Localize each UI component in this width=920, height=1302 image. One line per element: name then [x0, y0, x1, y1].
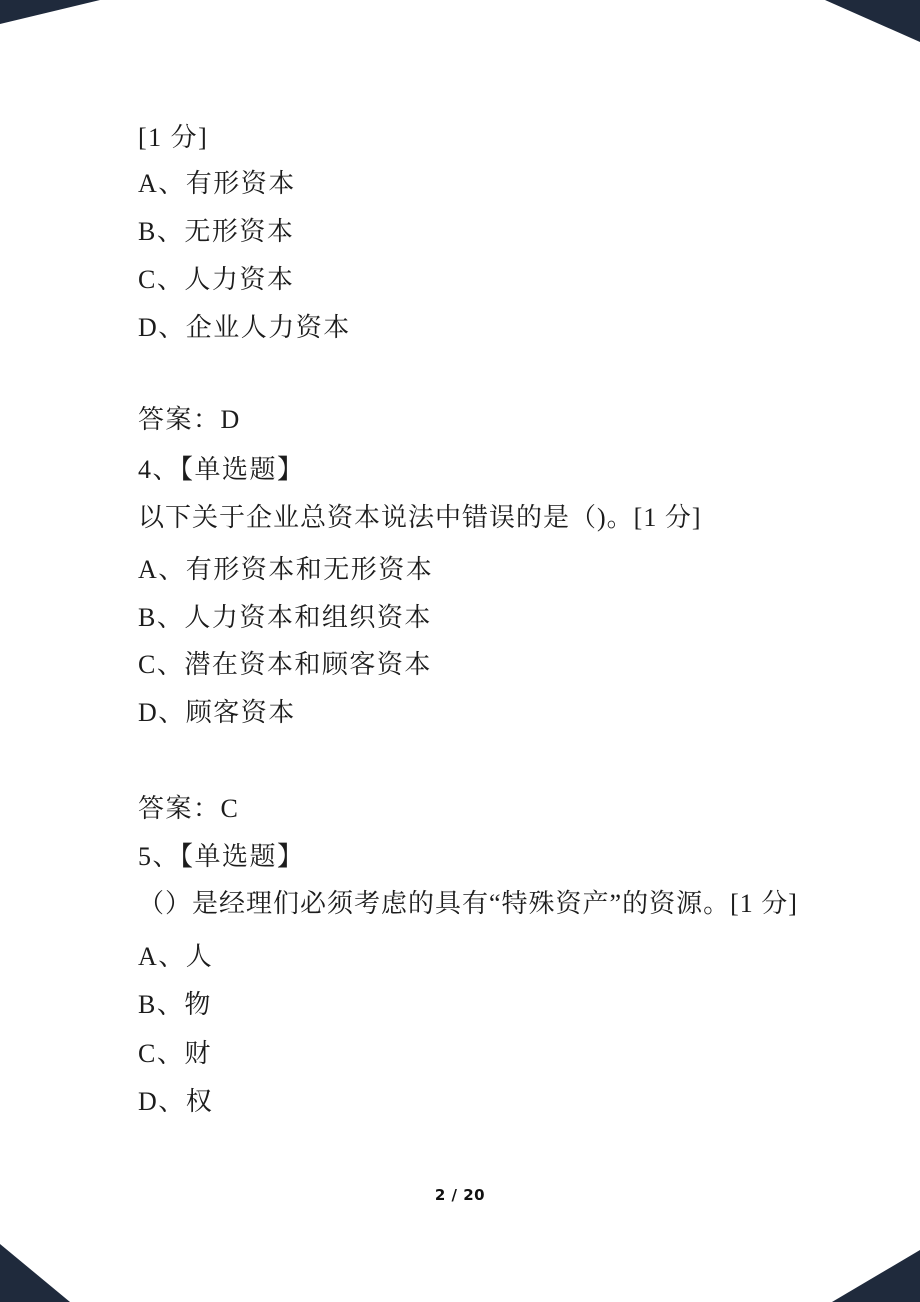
page-indicator: 2 / 20: [434, 1186, 486, 1204]
q4-option-d: D、顾客资本: [138, 698, 296, 727]
corner-decoration-bottom-left: [0, 1244, 70, 1302]
q4-stem: 以下关于企业总资本说法中错误的是（)。[1 分]: [138, 503, 702, 532]
q4-header: 4、【单选题】: [138, 455, 305, 484]
q5-option-d: D、权: [138, 1087, 214, 1116]
q3-option-c: C、人力资本: [138, 265, 295, 294]
q4-option-a: A、有形资本和无形资本: [138, 555, 434, 584]
q5-stem: （）是经理们必须考虑的具有“特殊资产”的资源。[1 分]: [138, 889, 798, 918]
q5-option-a: A、人: [138, 942, 214, 971]
corner-decoration-top-right: [825, 0, 920, 42]
q3-option-d: D、企业人力资本: [138, 313, 351, 342]
q3-option-b: B、无形资本: [138, 217, 295, 246]
q3-score-label: [1 分]: [138, 123, 209, 152]
q4-option-b: B、人力资本和组织资本: [138, 603, 432, 632]
q5-header: 5、【单选题】: [138, 842, 305, 871]
q4-option-c: C、潜在资本和顾客资本: [138, 650, 432, 679]
q3-answer-line: 答案：D: [138, 405, 241, 434]
corner-decoration-bottom-right: [832, 1250, 920, 1302]
q5-option-c: C、财: [138, 1039, 212, 1068]
corner-decoration-top-left: [0, 0, 100, 24]
q3-option-a: A、有形资本: [138, 169, 296, 198]
q5-option-b: B、物: [138, 990, 212, 1019]
q4-answer-line: 答案：C: [138, 794, 240, 823]
